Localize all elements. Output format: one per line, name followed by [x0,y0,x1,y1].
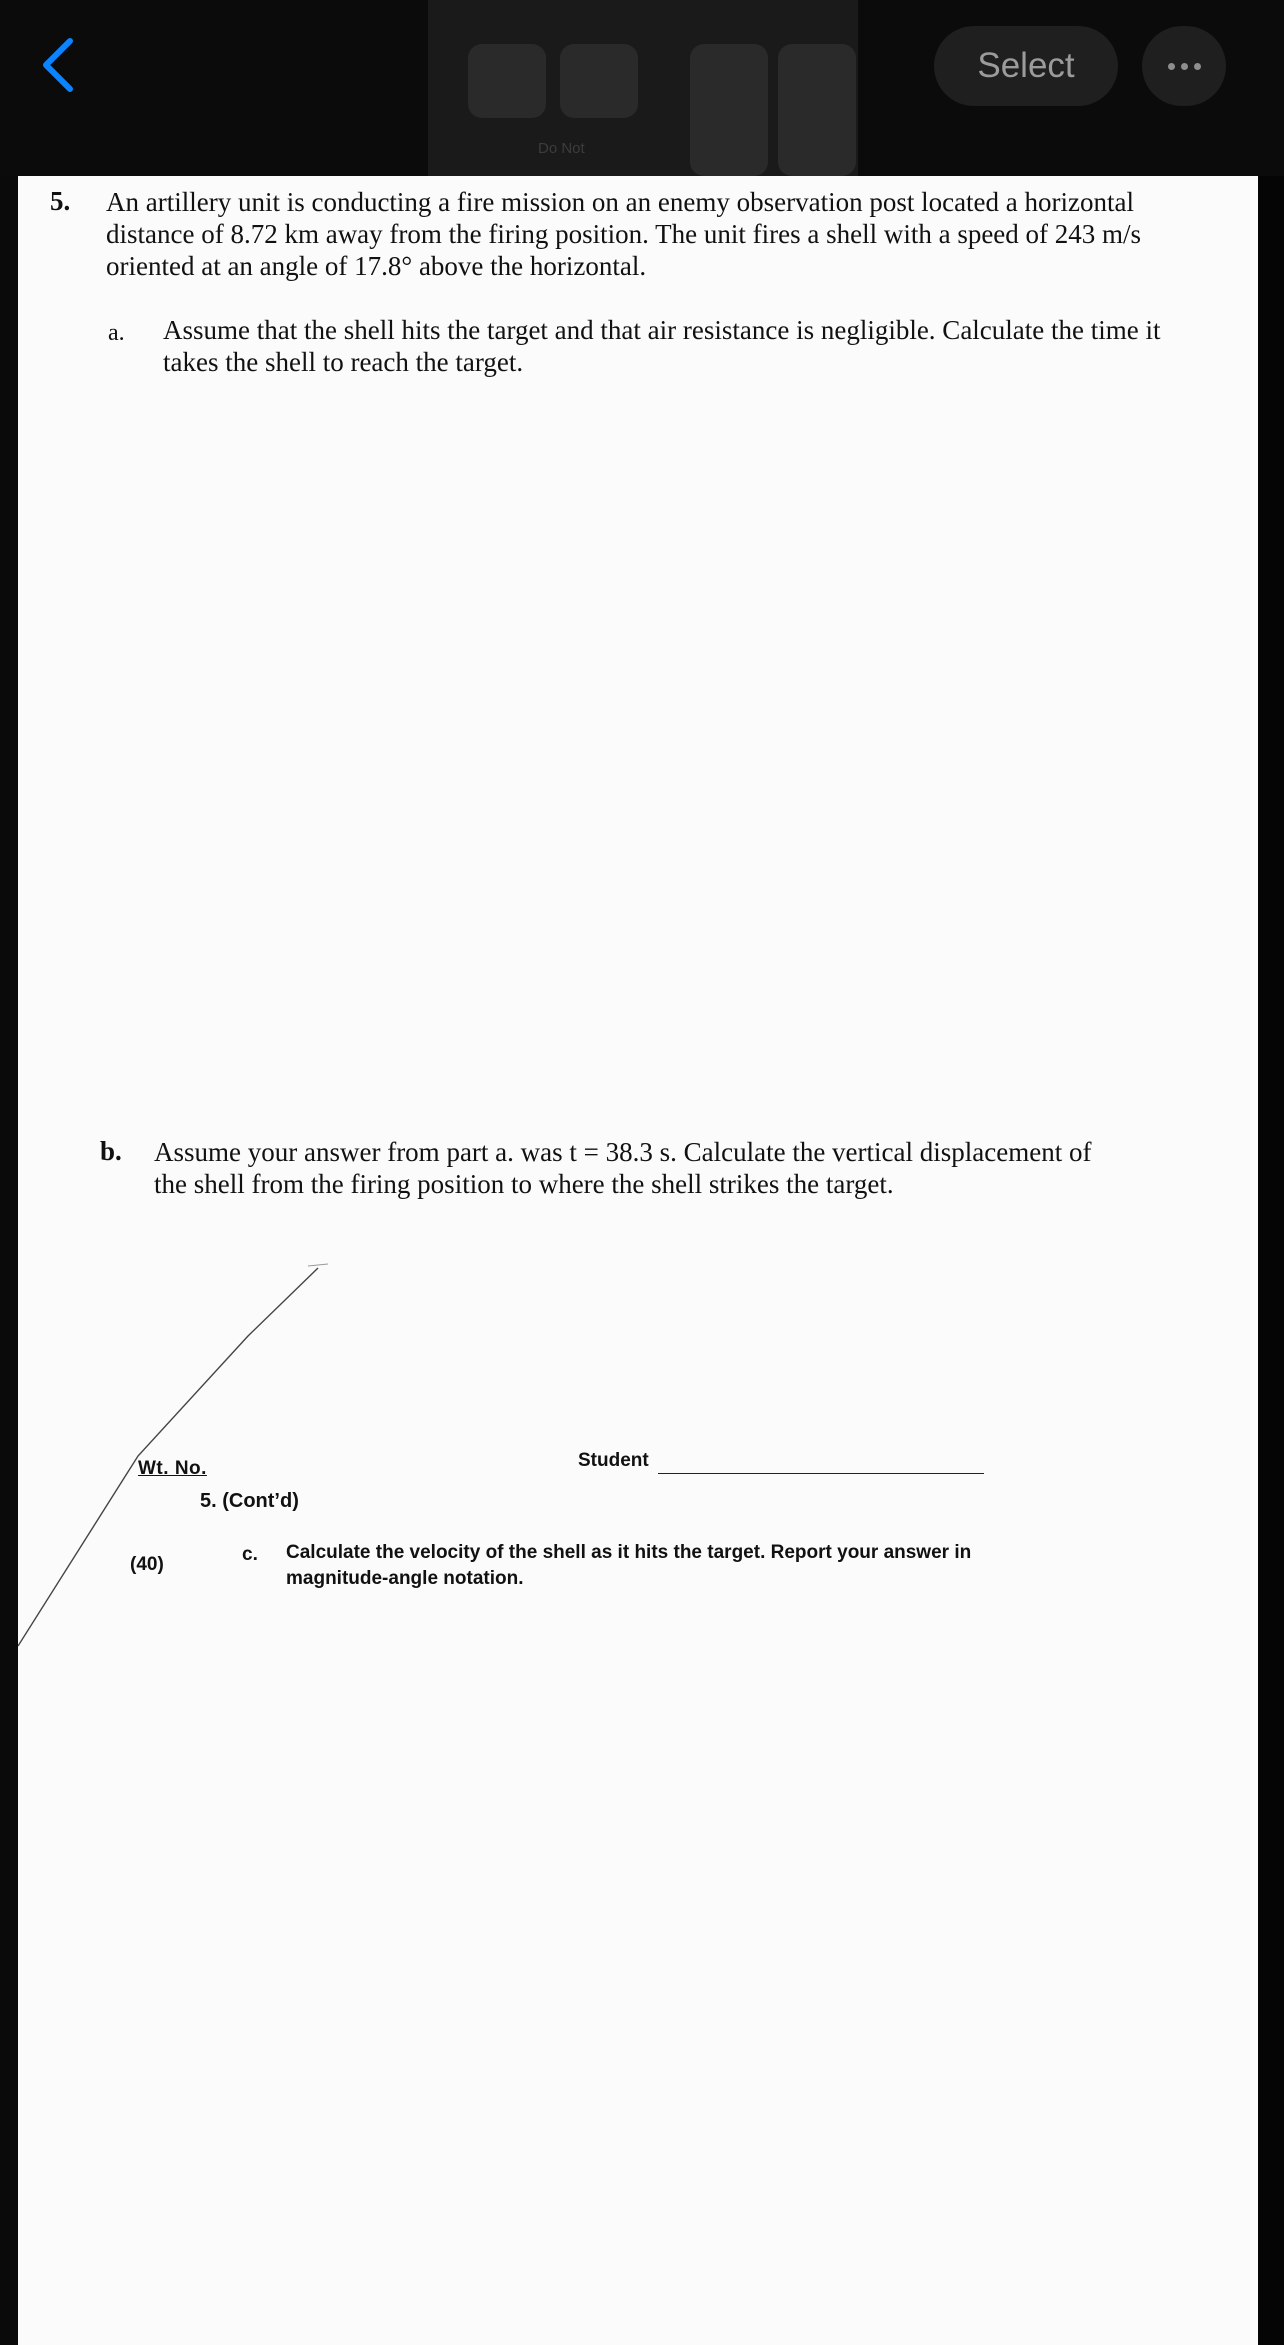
background-tile [468,44,546,118]
ellipsis-icon [1194,63,1201,70]
question-text: An artillery unit is conducting a fire mission on an enemy observation post located a horizontal distance of 8.72 km away from the firing position. The unit fires a shell with a speed of 243 m/s oriented at an angle of 17.8° above the horizontal. [106,187,1142,281]
page-fold-line [18,1256,338,1796]
part-c-text: Calculate the velocity of the shell as it hits the target. Report your answer in magnitude-angle notation. [286,1542,972,1589]
part-a-text: Assume that the shell hits the target and that air resistance is negligible. Calculate the time it takes the shell to reach the target. [163,315,1161,377]
ellipsis-icon [1168,63,1175,70]
part-c-letter: c. [242,1544,258,1565]
right-edge [1258,176,1284,2345]
chevron-left-icon [38,35,76,95]
left-edge [0,176,18,2345]
part-b-letter: b. [100,1136,122,1166]
continued-label: 5. (Cont’d) [200,1490,299,1512]
student-label: Student [578,1450,649,1471]
background-tile [690,44,768,176]
back-button[interactable] [32,30,82,100]
background-hint-text: Do Not [538,140,585,157]
select-button[interactable]: Select [934,26,1118,106]
student-name-line [658,1473,984,1474]
document-photo [18,176,1258,2345]
part-b-text: Assume your answer from part a. was t = 38.3 s. Calculate the vertical displacement of the shell from the firing position to where the shell strikes the target. [154,1137,1092,1199]
more-button[interactable] [1142,26,1226,106]
part-a-letter: a. [108,320,125,346]
background-tile [560,44,638,118]
background-tile [778,44,856,176]
weight-number-label: Wt. No. [138,1458,207,1479]
points-value: (40) [130,1554,164,1575]
ellipsis-icon [1181,63,1188,70]
photo-viewer-toolbar [0,0,1284,176]
background-panel [428,0,858,176]
question-number: 5. [50,186,71,216]
